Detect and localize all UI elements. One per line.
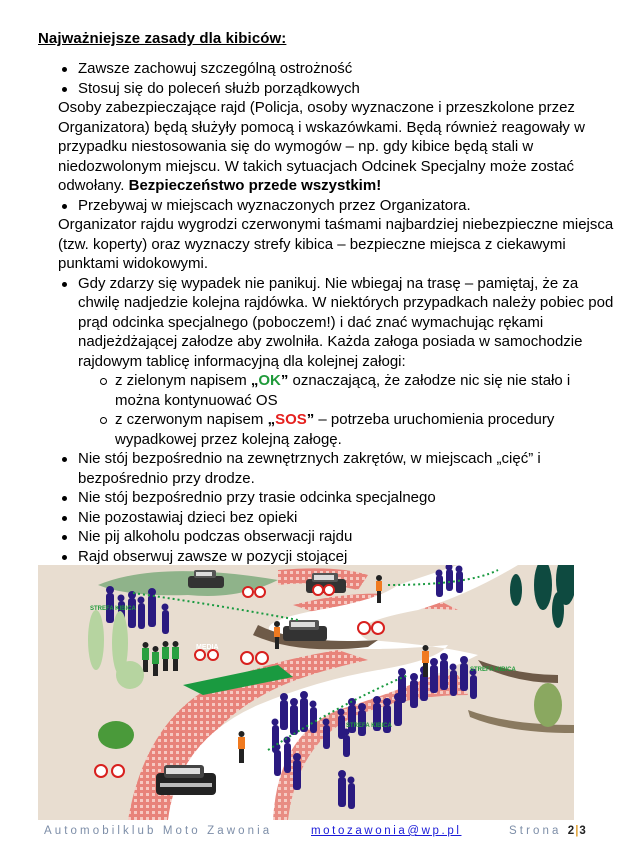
bullet-item: Rajd obserwuj zawsze w pozycji stojącej [78, 547, 348, 565]
tree-icon [534, 683, 562, 727]
bullet-item: Nie pij alkoholu podczas obserwacji rajdu [78, 528, 353, 545]
media-label: MEDIA [196, 644, 219, 651]
zone-label: STREFA KIBICA [346, 723, 392, 729]
ok-keyword: OK [258, 372, 281, 389]
paragraph: Organizator rajdu wygrodzi czerwonymi taśmami najbardziej niebezpieczne miejsca (tzw. koperty) oraz wyznaczy strefy kibica – bezpieczne miejsca z ciekawymi punktami widokowymi. [58, 216, 614, 272]
sub-bullet-item: z czerwonym napisem „SOS” – potrzeba uruchomienia procedury wypadkowej przez kolejną załogę. [58, 410, 618, 449]
page-heading: Najważniejsze zasady dla kibiców: [38, 30, 287, 47]
zone-label: STREFA KIBICA [90, 606, 136, 612]
circle-bullet-icon [100, 417, 107, 424]
zone-label: STREFA KIBICA [470, 667, 516, 673]
page-number: Strona 2|3 [509, 825, 587, 837]
bullet-item: Nie stój bezpośrednio na zewnętrznych zakrętów, w miejscach „cięć” i bezpośrednio przy drodze. [78, 450, 541, 487]
paragraph: Osoby zabezpieczające rajd (Policja, osoby wyznaczone i przeszkolone przez Organizatora) będą służyły pomocą i wskazówkami. Będą również reagowały w przypadku niestosowania się do wymogów – np. gdy kibice będą stali w niedozwolonym miejscu. W takich sytuacjach Odcinek Specjalny może zostać odwołany. Bezpieczeństwo przede wszystkim! [58, 99, 585, 194]
circle-bullet-icon [100, 378, 107, 385]
rules-body [58, 59, 618, 566]
sos-keyword: SOS [275, 411, 307, 428]
bullet-item: Gdy zdarzy się wypadek nie panikuj. Nie wbiegaj na trasę – pamiętaj, że za chwilę nadjedzie kolejna rajdówka. W niektórych przypadkach należy pobiec pod prąd odcinka specjalnego (poboczem!) i dać znać wymachując rękami nadjeżdżającej załodze aby zwolniła. Każda załoga posiada w samochodzie rajdowym tablicę informacyjną dla kolejnej załogi: [78, 274, 614, 370]
bullet-item: Przebywaj w miejscach wyznaczonych przez Organizatora. [78, 196, 471, 214]
footer-email-link[interactable]: motozawonia@wp.pl [311, 825, 462, 837]
emphasis: Bezpieczeństwo przede wszystkim! [128, 177, 382, 194]
bullet-item: Nie stój bezpośrednio przy trasie odcinka specjalnego [78, 489, 436, 506]
rally-stage-diagram [38, 565, 574, 820]
bush-icon [98, 721, 134, 749]
bullet-item: Nie pozostawiaj dzieci bez opieki [78, 508, 298, 526]
sub-bullet-item: z zielonym napisem „OK” oznaczającą, że załodze nic się nie stało i można kontynuować OS [58, 371, 618, 410]
bullet-item: Stosuj się do poleceń służb porządkowych [78, 79, 360, 97]
bullet-item: Zawsze zachowuj szczególną ostrożność [78, 60, 353, 77]
rally-safety-illustration [38, 565, 574, 820]
footer-org: Automobilklub Moto Zawonia [44, 825, 273, 837]
